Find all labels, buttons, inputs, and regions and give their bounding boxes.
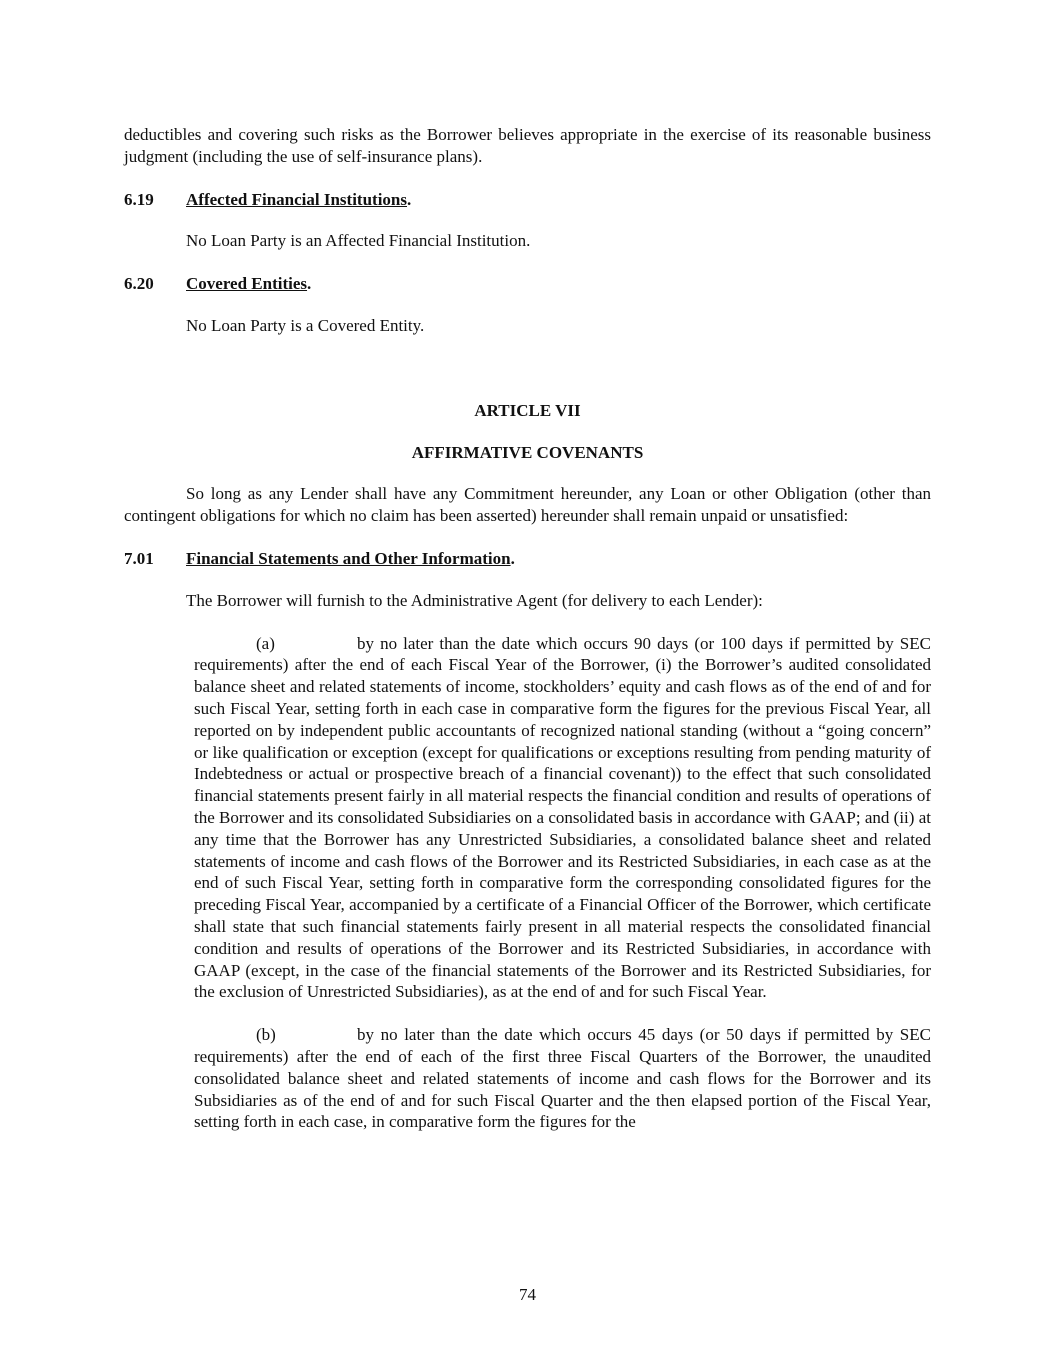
clause-b [194,1024,931,1133]
section-body: No Loan Party is an Affected Financial Institution. [186,231,531,251]
section-title-punct: . [307,274,312,294]
section-title-punct: . [407,189,412,209]
section-heading [124,548,931,570]
section-7-01 [124,548,931,1133]
clause-label: (a) [256,633,275,653]
section-title: Financial Statements and Other Information [186,548,511,568]
section-number: 6.19 [124,189,154,209]
article-number: ARTICLE VII [474,400,581,420]
article-title: AFFIRMATIVE COVENANTS [411,442,644,462]
section-title: Covered Entities [186,274,308,294]
section-heading [124,189,931,211]
page-number: 74 [519,1285,536,1304]
section-body: No Loan Party is a Covered Entity. [186,315,425,335]
clause-text: by no later than the date which occurs 90 days (or 100 days if permitted by SEC requirements) after the end of each Fiscal Year of the Borrower, (i) the Borrower’s audited consolidated balance sheet and related statements of income, stockholders’ equity and cash flows as of the end of and for such Fiscal Year, setting forth in each case in comparative form the figures for the previous Fiscal Year, all reported on by independent public accountants of recognized national standing (without a “going concern” or like qualification or exception (except for qualifications or exceptions resulting from pending maturity of Indebtedness or actual or prospective breach of a financial covenant)) to the effect that such consolidated financial statements present fairly in all material respects the financial condition and results of operations of the Borrower and its consolidated Subsidiaries on a consolidated basis in accordance with GAAP; and (ii) at any time that the Borrower has any Unrestricted Subsidiaries, a consolidated balance sheet and related statements of income and cash flows of the Borrower and its Restricted Subsidiaries, in each case as at the end of such Fiscal Year, setting forth in comparative form the corresponding consolidated figures for the preceding Fiscal Year, accompanied by a certificate of a Financial Officer of the Borrower, which certificate shall state that such financial statements fairly present in all material respects the consolidated financial condition and results of operations of the Borrower and its Restricted Subsidiaries, in accordance with GAAP (except, in the case of the financial statements of the Borrower and its Restricted Subsidiaries, for the exclusion of Unrestricted Subsidiaries), as at the end of and for such Fiscal Year. [194,633,931,1002]
section-number: 6.20 [124,274,154,294]
section-title-punct: . [510,548,515,568]
section-title: Affected Financial Institutions [186,189,407,209]
section-lead: The Borrower will furnish to the Administrative Agent (for delivery to each Lender): [186,590,763,610]
document-page [124,124,931,1154]
clause-label: (b) [256,1025,276,1045]
section-6-19 [124,189,931,253]
section-number: 7.01 [124,548,154,568]
section-heading [124,273,931,295]
section-6-20 [124,273,931,337]
continuation-paragraph: deductibles and covering such risks as the Borrower believes appropriate in the exercise of its reasonable business judgment (including the use of self-insurance plans). [124,125,931,166]
clause-text: by no later than the date which occurs 45 days (or 50 days if permitted by SEC requirements) after the end of each of the first three Fiscal Quarters of the Borrower, the unaudited consolidated balance sheet and related statements of income and cash flows for the Borrower and its Subsidiaries as of the end of and for such Fiscal Quarter and the then elapsed portion of the Fiscal Year, setting forth in each case, in comparative form the figures for the [194,1025,931,1132]
article-intro: So long as any Lender shall have any Commitment hereunder, any Loan or other Obligation (other than contingent obligations for which no claim has been asserted) hereunder shall remain unpaid or unsatisfied: [124,484,931,526]
clause-a [194,633,931,1004]
